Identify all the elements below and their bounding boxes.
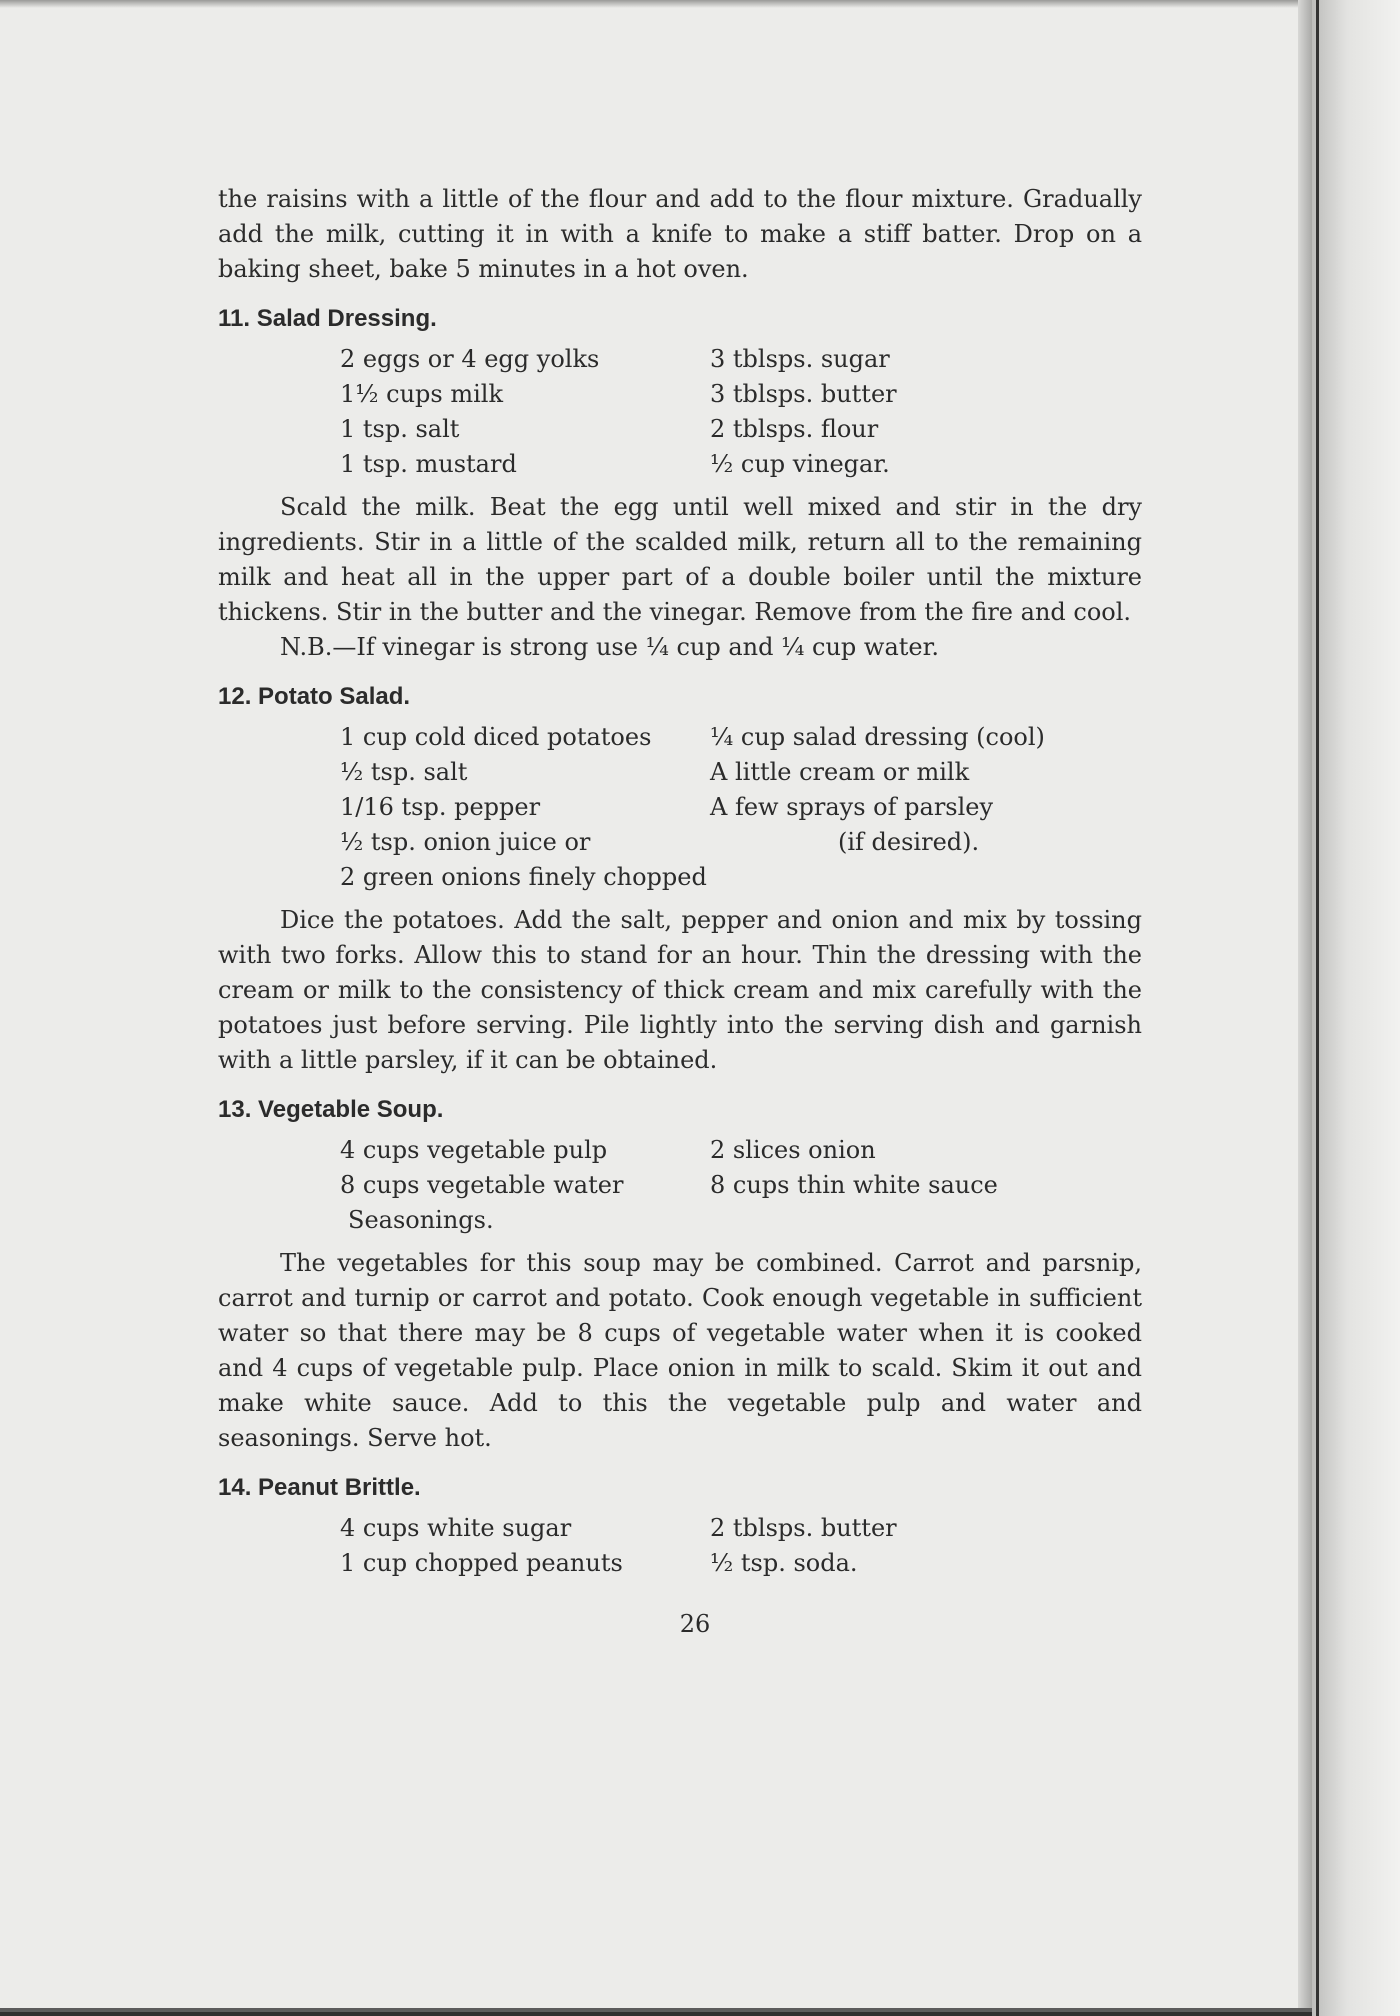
book-right-edge <box>1312 0 1400 2016</box>
ingredient-left: 1½ cups milk <box>340 380 504 408</box>
recipe-note: N.B.—If vinegar is strong use ¼ cup and ¼ cup water. <box>280 633 940 661</box>
ingredient-row <box>218 447 1142 482</box>
ingredient-right: 3 tblsps. sugar <box>710 345 890 373</box>
ingredient-row <box>218 755 1142 790</box>
ingredient-right: ½ tsp. soda. <box>710 1549 858 1577</box>
recipe-salad-dressing <box>218 301 1142 665</box>
ingredient-row <box>218 790 1142 825</box>
ingredient-left: 1 tsp. salt <box>340 415 460 443</box>
ingredient-row <box>218 860 1142 895</box>
recipe-method: The vegetables for this soup may be combined. Carrot and parsnip, carrot and turnip or carrot and potato. Cook enough vegetable in sufficient water so that there may be 8 cups of vegetable water when it is cooked and 4 cups of vegetable pulp. Place onion in milk to scald. Skim it out and make white sauce. Add to this the vegetable pulp and water and seasonings. Serve hot. <box>218 1249 1142 1452</box>
continuation-paragraph: the raisins with a little of the flour and add to the flour mixture. Gradually add the milk, cutting it in with a knife to make a stiff batter. Drop on a baking sheet, bake 5 minutes in a hot oven. <box>218 185 1142 283</box>
ingredient-row <box>218 1546 1142 1581</box>
recipe-title: 14. Peanut Brittle. <box>218 1474 421 1501</box>
ingredient-row <box>218 825 1142 860</box>
page-number: 26 <box>679 1610 711 1638</box>
ingredient-row <box>218 1168 1142 1203</box>
ingredient-row <box>218 1133 1142 1168</box>
ingredient-list <box>218 1511 1142 1581</box>
ingredient-list <box>218 720 1142 895</box>
recipe-title: 11. Salad Dressing. <box>218 305 437 332</box>
ingredient-left: 1 cup chopped peanuts <box>340 1549 623 1577</box>
ingredient-right: 2 tblsps. butter <box>710 1514 897 1542</box>
recipe-peanut-brittle <box>218 1470 1142 1581</box>
recipe-method: Dice the potatoes. Add the salt, pepper and onion and mix by tossing with two forks. Allow this to stand for an hour. Thin the dressing with the cream or milk to the consistency of thick cream and mix carefully with the potatoes just before serving. Pile lightly into the serving dish and garnish with a little parsley, if it can be obtained. <box>218 906 1142 1074</box>
ingredient-left: 1 cup cold diced potatoes <box>340 723 652 751</box>
recipe-title: 12. Potato Salad. <box>218 683 411 710</box>
ingredient-left: 2 eggs or 4 egg yolks <box>340 345 600 373</box>
ingredient-left: ½ tsp. salt <box>340 758 468 786</box>
ingredient-left: 1 tsp. mustard <box>340 450 517 478</box>
ingredient-right: ½ cup vinegar. <box>710 450 890 478</box>
ingredient-right: 8 cups thin white sauce <box>710 1171 998 1199</box>
ingredient-list <box>218 1133 1142 1238</box>
ingredient-left: 2 green onions finely chopped <box>340 863 707 891</box>
ingredient-left: 4 cups white sugar <box>340 1514 572 1542</box>
page-top-edge <box>0 0 1312 8</box>
ingredient-row <box>218 377 1142 412</box>
ingredient-right: A little cream or milk <box>710 758 970 786</box>
ingredient-row <box>218 342 1142 377</box>
ingredient-list <box>218 342 1142 482</box>
page-content <box>218 182 1142 1642</box>
recipe-vegetable-soup <box>218 1092 1142 1456</box>
ingredient-left: 4 cups vegetable pulp <box>340 1136 608 1164</box>
ingredient-row <box>218 1511 1142 1546</box>
ingredient-left: ½ tsp. onion juice or <box>340 828 591 856</box>
ingredient-row <box>218 412 1142 447</box>
ingredient-right: ¼ cup salad dressing (cool) <box>710 723 1045 751</box>
ingredient-right: (if desired). <box>838 828 980 856</box>
page-spine-shadow <box>1298 0 1312 2008</box>
ingredient-left: 8 cups vegetable water <box>340 1171 624 1199</box>
ingredient-right: 2 tblsps. flour <box>710 415 879 443</box>
recipe-title: 13. Vegetable Soup. <box>218 1096 444 1123</box>
ingredient-row <box>218 720 1142 755</box>
ingredient-right: 3 tblsps. butter <box>710 380 897 408</box>
ingredient-center-line: Seasonings. <box>348 1206 494 1234</box>
ingredient-right: A few sprays of parsley <box>710 793 994 821</box>
recipe-potato-salad <box>218 679 1142 1078</box>
ingredient-left: 1/16 tsp. pepper <box>340 793 541 821</box>
recipe-method: Scald the milk. Beat the egg until well mixed and stir in the dry ingredients. Stir in a little of the scalded milk, return all to the remaining milk and heat all in the upper part of a double boiler until the mixture thickens. Stir in the butter and the vinegar. Remove from the fire and cool. <box>218 493 1142 626</box>
ingredient-right: 2 slices onion <box>710 1136 876 1164</box>
